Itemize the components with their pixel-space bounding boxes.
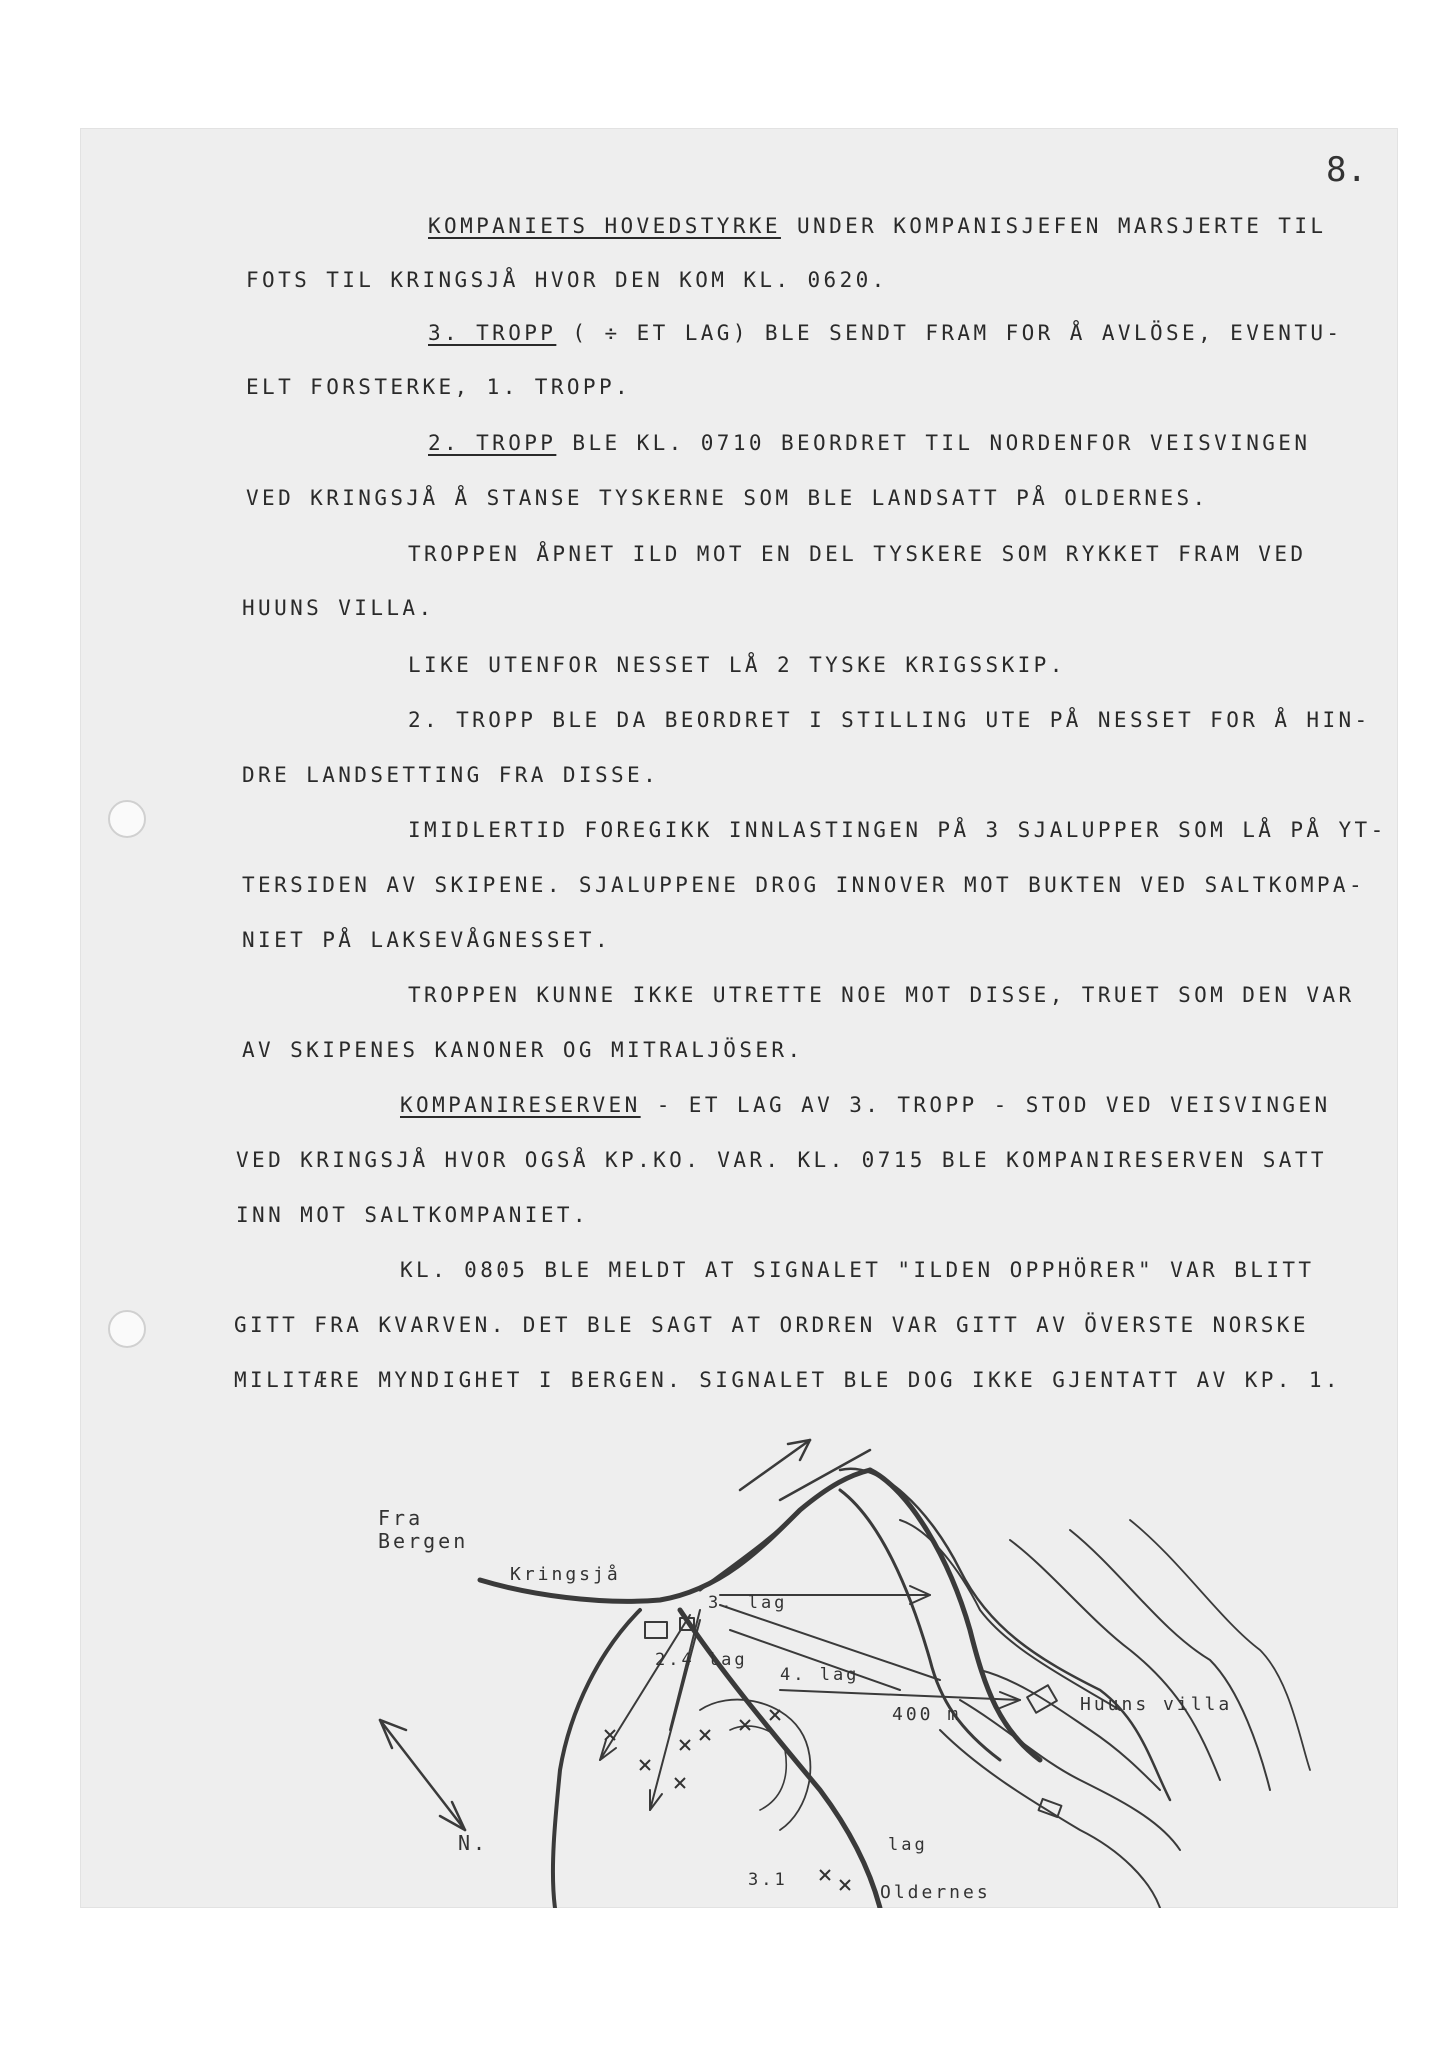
label-huuns-villa: Huuns villa — [1080, 1694, 1233, 1715]
contour-line — [1130, 1520, 1310, 1770]
position-mark — [640, 1760, 650, 1770]
position-mark — [605, 1730, 615, 1740]
punch-hole-bottom — [108, 1310, 146, 1348]
label-bergen: Bergen — [378, 1529, 469, 1553]
paragraph-10-line-2: GITT FRA KVARVEN. DET BLE SAGT AT ORDREN VAR GITT AV ÖVERSTE NORSKE — [234, 1313, 1309, 1337]
label-lag: lag — [888, 1835, 928, 1855]
contour-line — [1070, 1530, 1270, 1790]
paragraph-8-line-1: TROPPEN KUNNE IKKE UTRETTE NOE MOT DISSE, TRUET SOM DEN VAR — [408, 983, 1355, 1007]
arrow-north — [380, 1720, 465, 1830]
position-mark — [840, 1880, 850, 1890]
paragraph-9-line-2: VED KRINGSJÅ HVOR OGSÅ KP.KO. VAR. KL. 0715 BLE KOMPANIRESERVEN SATT — [236, 1148, 1327, 1172]
paragraph-6-line-2: DRE LANDSETTING FRA DISSE. — [242, 763, 660, 787]
paragraph-2-line-1: 3. TROPP ( ÷ ET LAG) BLE SENDT FRAM FOR Å AVLÖSE, EVENTU- — [428, 321, 1343, 345]
contour-line — [1010, 1540, 1220, 1780]
movement-arrow — [740, 1440, 810, 1490]
position-mark — [770, 1710, 780, 1720]
page-number: 8. — [1326, 150, 1367, 190]
paragraph-7-line-3: NIET PÅ LAKSEVÅGNESSET. — [242, 928, 611, 952]
label-2-4-lag: 2.4 lag — [655, 1650, 748, 1670]
label-3-1: 3.1 — [748, 1870, 788, 1890]
paragraph-1-line-1: KOMPANIETS HOVEDSTYRKE UNDER KOMPANISJEFEN MARSJERTE TIL — [428, 214, 1327, 238]
label-distance: 400 m — [892, 1704, 962, 1725]
label-fra: Fra — [378, 1506, 424, 1530]
paragraph-9-line-3: INN MOT SALTKOMPANIET. — [236, 1203, 589, 1227]
position-mark — [680, 1740, 690, 1750]
paragraph-6-line-1: 2. TROPP BLE DA BEORDRET I STILLING UTE PÅ NESSET FOR Å HIN- — [408, 708, 1371, 732]
position-mark — [700, 1730, 710, 1740]
paragraph-4-line-1: TROPPEN ÅPNET ILD MOT EN DEL TYSKERE SOM RYKKET FRAM VED — [408, 542, 1307, 566]
contour-line — [840, 1469, 1170, 1800]
paragraph-7-line-2: TERSIDEN AV SKIPENE. SJALUPPENE DROG INNOVER MOT BUKTEN VED SALTKOMPA- — [242, 873, 1366, 897]
contour-line — [700, 1700, 810, 1830]
contour-line — [980, 1670, 1160, 1790]
position-mark — [820, 1870, 830, 1880]
paragraph-8-line-2: AV SKIPENES KANONER OG MITRALJÖSER. — [242, 1038, 804, 1062]
paragraph-3-line-1: 2. TROPP BLE KL. 0710 BEORDRET TIL NORDENFOR VEISVINGEN — [428, 431, 1311, 455]
label-kringsja: Kringsjå — [510, 1564, 621, 1585]
paragraph-10-line-1: KL. 0805 BLE MELDT AT SIGNALET "ILDEN OPPHÖRER" VAR BLITT — [400, 1258, 1315, 1282]
label-oldernes: Oldernes — [880, 1882, 991, 1903]
road — [553, 1610, 640, 1908]
paragraph-2-line-2: ELT FORSTERKE, 1. TROPP. — [246, 375, 632, 399]
paragraph-1-line-2: FOTS TIL KRINGSJÅ HVOR DEN KOM KL. 0620. — [246, 268, 888, 292]
position-mark — [675, 1778, 685, 1788]
punch-hole-top — [108, 800, 146, 838]
heading-2-tropp: 2. TROPP — [428, 431, 557, 455]
sketch-map — [80, 1430, 1398, 1908]
section-heading-main-force: KOMPANIETS HOVEDSTYRKE — [428, 214, 781, 238]
paragraph-5-line-1: LIKE UTENFOR NESSET LÅ 2 TYSKE KRIGSSKIP. — [408, 653, 1066, 677]
paragraph-3-line-2: VED KRINGSJÅ Å STANSE TYSKERNE SOM BLE LANDSATT PÅ OLDERNES. — [246, 486, 1209, 510]
heading-company-reserve: KOMPANIRESERVEN — [400, 1093, 641, 1117]
paragraph-4-line-2: HUUNS VILLA. — [242, 596, 435, 620]
label-4-lag: 4. lag — [780, 1665, 860, 1685]
paragraph-7-line-1: IMIDLERTID FOREGIKK INNLASTINGEN PÅ 3 SJALUPPER SOM LÅ PÅ YT- — [408, 818, 1387, 842]
label-north: N. — [458, 1831, 489, 1855]
label-3-lag: 3. lag — [708, 1593, 788, 1613]
paragraph-9-line-1: KOMPANIRESERVEN - ET LAG AV 3. TROPP - STOD VED VEISVINGEN — [400, 1093, 1331, 1117]
heading-3-tropp: 3. TROPP — [428, 321, 557, 345]
movement-arrow — [670, 1610, 700, 1730]
position-mark — [740, 1720, 750, 1730]
movement-arrow — [650, 1620, 700, 1810]
paragraph-10-line-3: MILITÆRE MYNDIGHET I BERGEN. SIGNALET BLE DOG IKKE GJENTATT AV KP. 1. — [234, 1368, 1341, 1392]
movement-arrow — [780, 1690, 1020, 1700]
building-kringsja — [645, 1622, 667, 1638]
